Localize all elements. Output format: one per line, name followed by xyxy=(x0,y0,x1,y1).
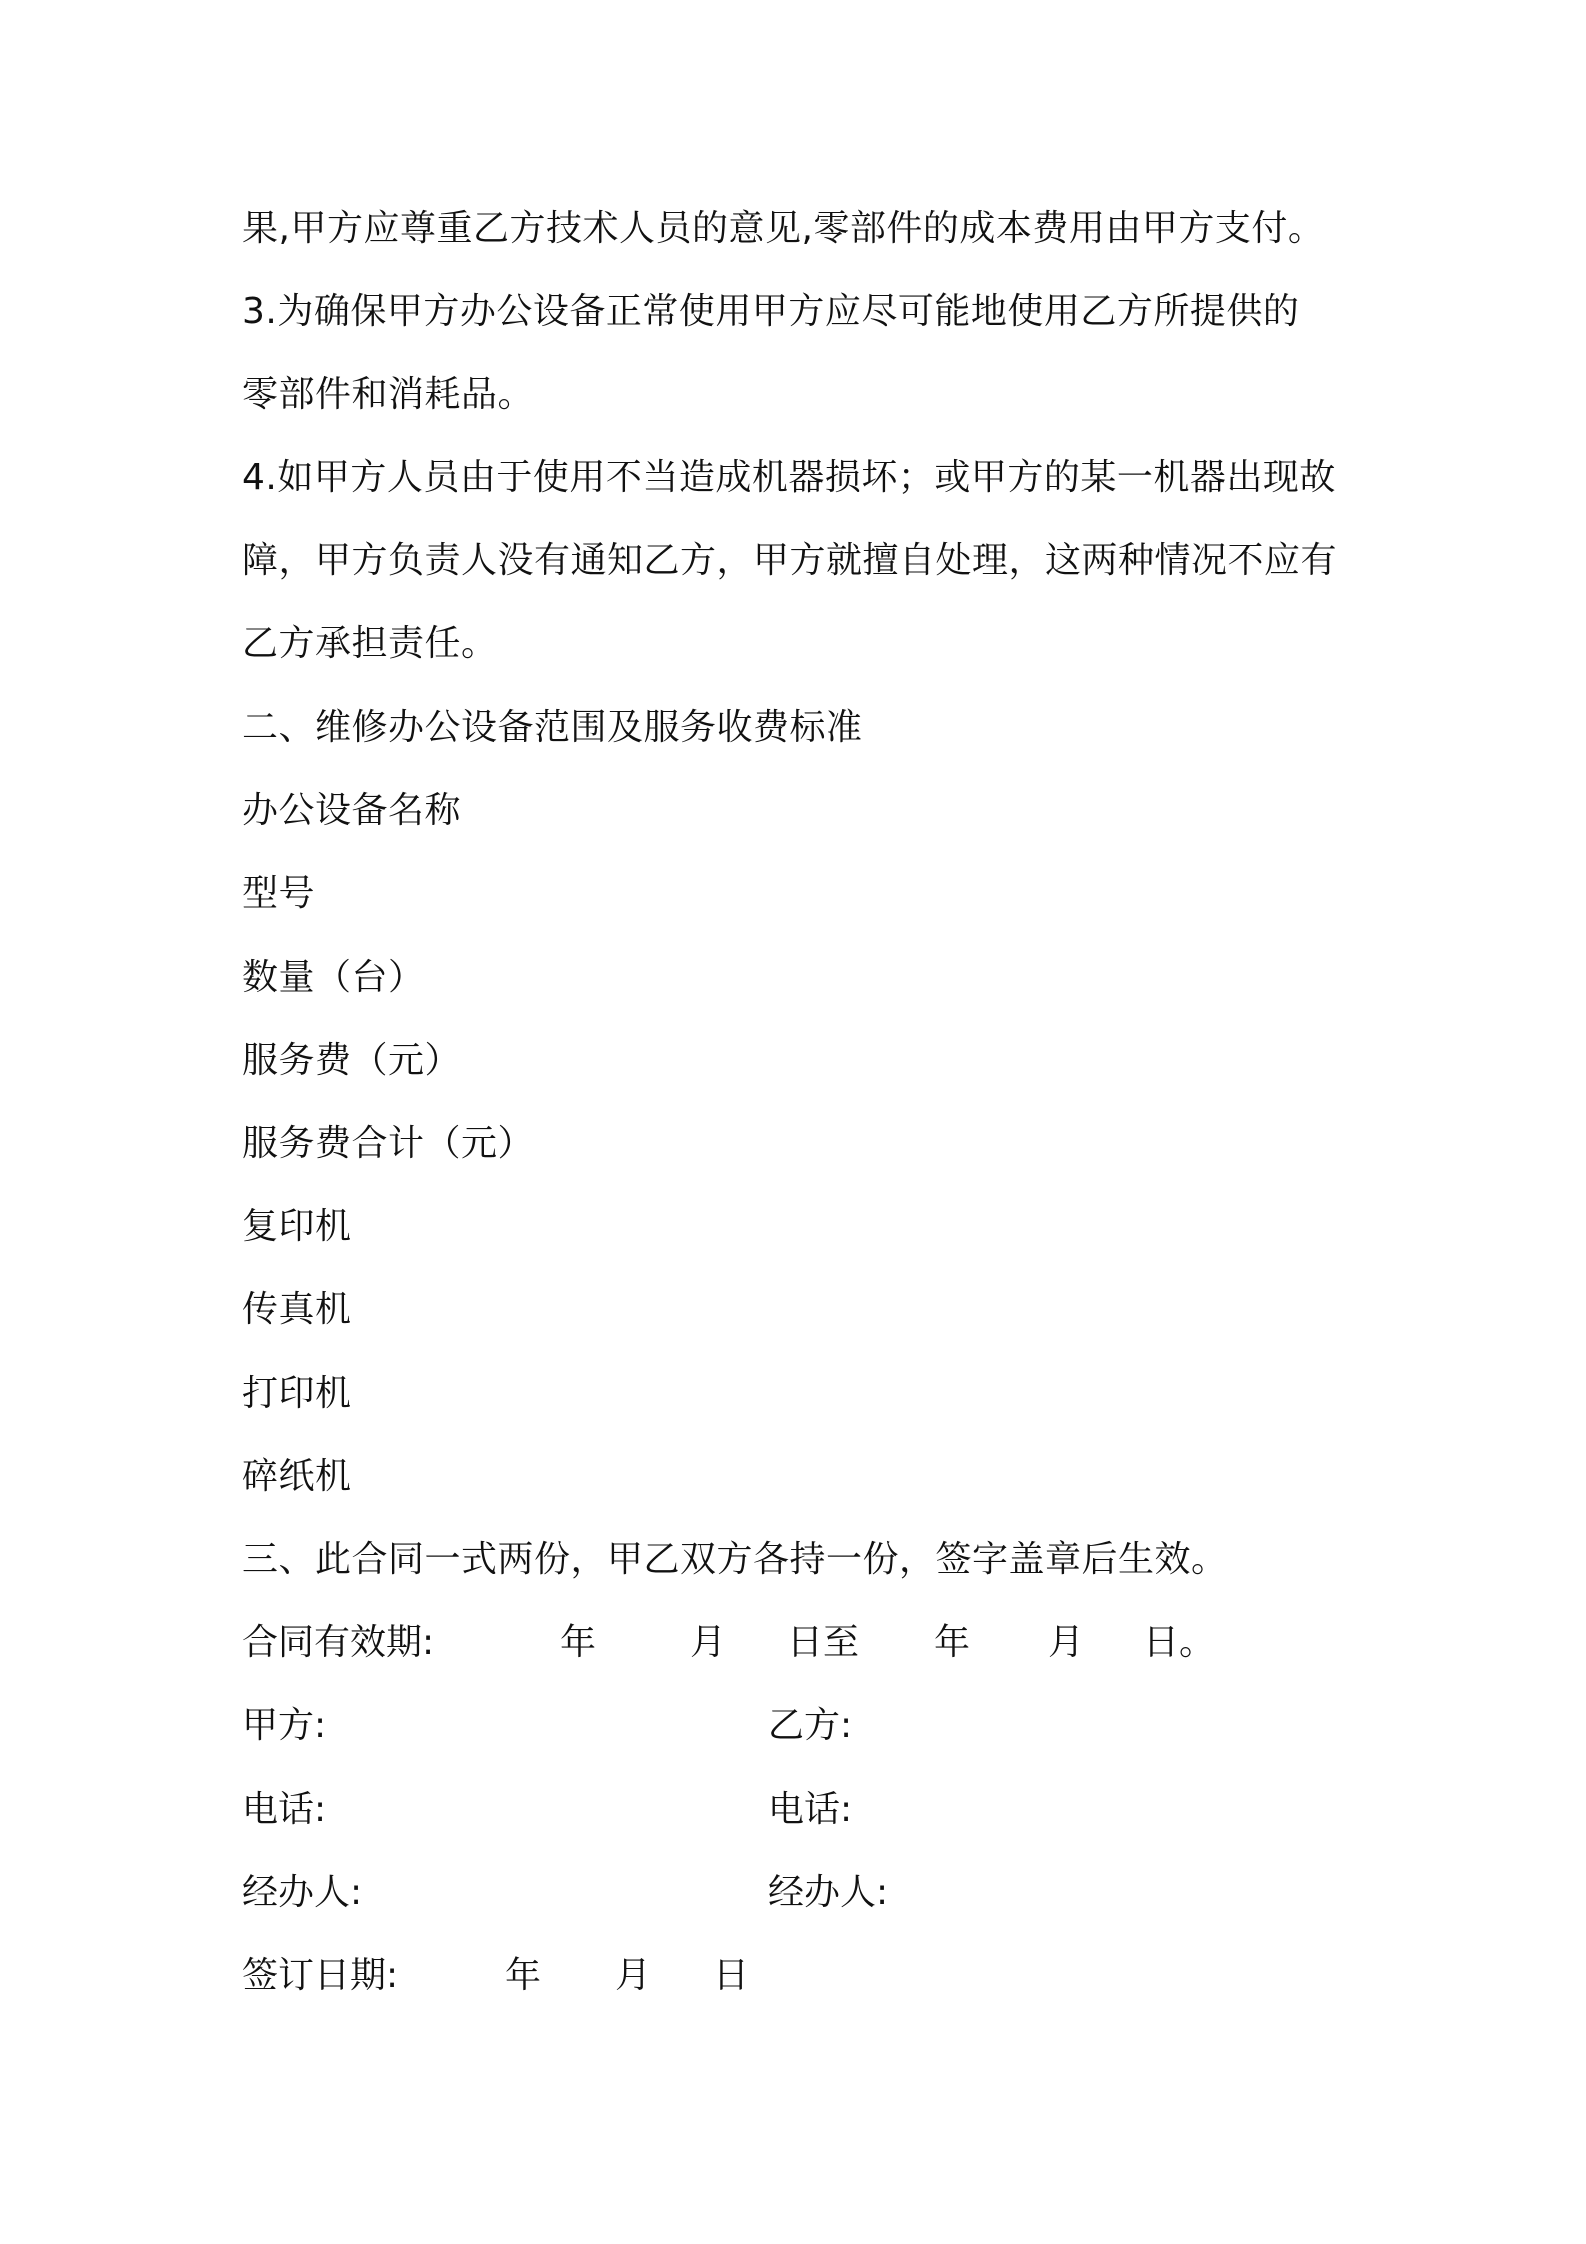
phone-b-label: 电话: xyxy=(768,1789,853,1830)
table-header-quantity: 数量（台） xyxy=(242,957,425,998)
sign-date-year: 年 xyxy=(505,1955,542,1996)
section-2-heading: 二、维修办公设备范围及服务收费标准 xyxy=(242,707,863,748)
party-b-label: 乙方: xyxy=(768,1705,853,1746)
body-line-4: 4.如甲方人员由于使用不当造成机器损坏；或甲方的某一机器出现故 xyxy=(242,457,1336,498)
device-fax: 传真机 xyxy=(242,1289,352,1330)
body-line-2: 3.为确保甲方办公设备正常使用甲方应尽可能地使用乙方所提供的 xyxy=(242,291,1300,332)
sign-date-label: 签订日期: xyxy=(242,1955,399,1996)
device-printer: 打印机 xyxy=(242,1373,352,1414)
body-line-5: 障，甲方负责人没有通知乙方，甲方就擅自处理，这两种情况不应有 xyxy=(242,540,1338,581)
validity-year-2: 年 xyxy=(934,1622,971,1663)
validity-label: 合同有效期: xyxy=(242,1622,435,1663)
body-line-3: 零部件和消耗品。 xyxy=(242,374,535,415)
agent-b-label: 经办人: xyxy=(768,1872,889,1913)
table-header-device-name: 办公设备名称 xyxy=(242,790,462,831)
validity-month-2: 月 xyxy=(1048,1622,1085,1663)
validity-year-1: 年 xyxy=(560,1622,597,1663)
party-a-label: 甲方: xyxy=(242,1705,327,1746)
validity-day-end: 日。 xyxy=(1143,1622,1216,1663)
device-shredder: 碎纸机 xyxy=(242,1456,352,1497)
device-copier: 复印机 xyxy=(242,1206,352,1247)
validity-month-1: 月 xyxy=(690,1622,727,1663)
validity-day-to: 日至 xyxy=(787,1622,860,1663)
body-line-6: 乙方承担责任。 xyxy=(242,623,498,664)
sign-date-day: 日 xyxy=(713,1955,750,1996)
phone-a-label: 电话: xyxy=(242,1789,327,1830)
clause-3: 三、此合同一式两份，甲乙双方各持一份，签字盖章后生效。 xyxy=(242,1539,1228,1580)
table-header-model: 型号 xyxy=(242,873,316,914)
table-header-service-fee-total: 服务费合计（元） xyxy=(242,1123,535,1164)
agent-a-label: 经办人: xyxy=(242,1872,363,1913)
sign-date-month: 月 xyxy=(615,1955,652,1996)
table-header-service-fee: 服务费（元） xyxy=(242,1040,462,1081)
body-line-1: 果,甲方应尊重乙方技术人员的意见,零部件的成本费用由甲方支付。 xyxy=(242,208,1325,249)
